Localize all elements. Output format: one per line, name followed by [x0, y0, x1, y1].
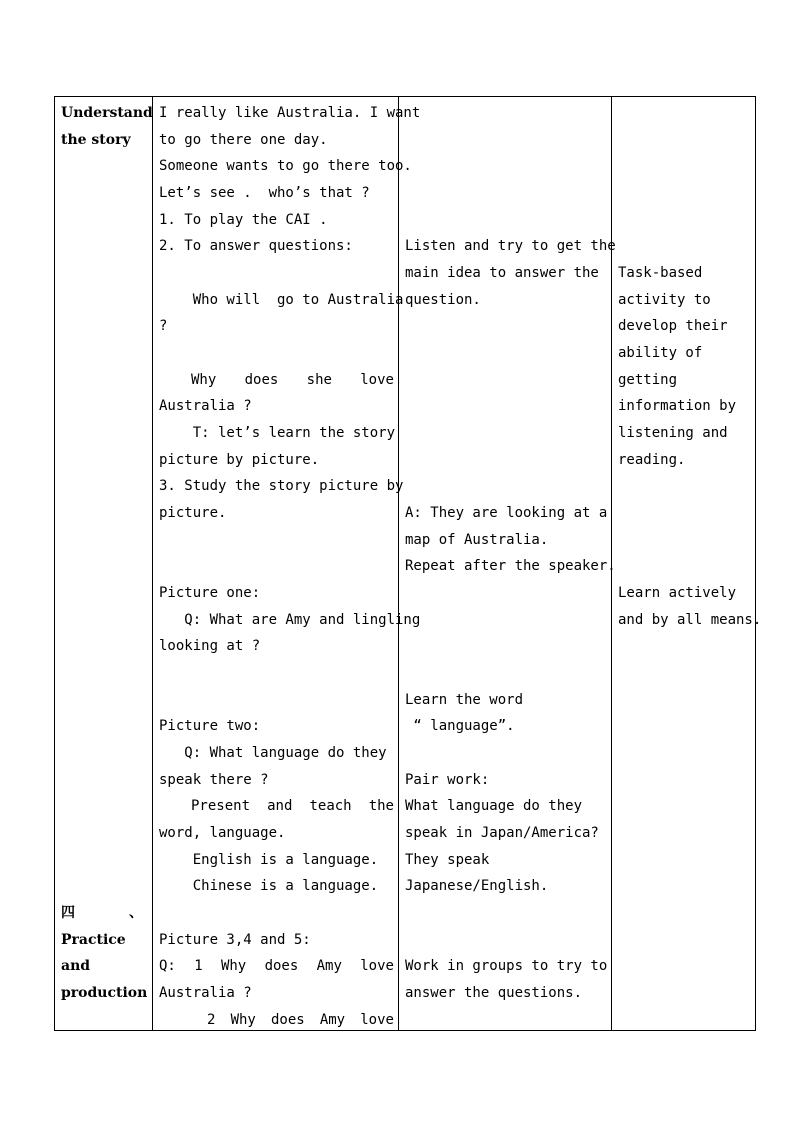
- student-line: Repeat after the speaker.: [405, 558, 616, 574]
- purpose-line: listening and: [618, 425, 728, 441]
- student-line: They speak: [405, 852, 490, 868]
- teacher-line: Someone wants to go there too.: [159, 158, 412, 174]
- purpose-line: activity to: [618, 292, 711, 308]
- teacher-line-justified: [159, 956, 394, 976]
- word: Amy: [316, 958, 342, 974]
- stage-label-practice-num: 四: [61, 905, 75, 921]
- teacher-line: Australia ?: [159, 398, 252, 414]
- teacher-activity-cell: [153, 97, 421, 1031]
- purpose-line: reading.: [618, 452, 686, 468]
- purpose-line: develop their: [618, 318, 728, 334]
- teacher-line: Q: What language do they: [159, 745, 387, 761]
- stage-cell: [55, 97, 153, 1031]
- word: Present: [191, 798, 251, 814]
- word: does: [264, 958, 299, 974]
- word: Q:: [159, 958, 176, 974]
- student-line: speak in Japan/America?: [405, 825, 599, 841]
- teacher-line: Q: What are Amy and lingling: [159, 612, 421, 628]
- teacher-line: Australia ?: [159, 985, 252, 1001]
- teacher-line: Who will go to Australia: [159, 292, 404, 308]
- stage-label-practice-2: and: [61, 958, 91, 974]
- word: does: [244, 372, 279, 388]
- student-line: main idea to answer the: [405, 265, 599, 281]
- teacher-line: ?: [159, 318, 168, 334]
- teacher-line: English is a language.: [159, 852, 379, 868]
- teacher-line: I really like Australia. I want: [159, 105, 421, 121]
- teacher-line: picture.: [159, 505, 227, 521]
- teacher-line: 3. Study the story picture by: [159, 478, 404, 494]
- purpose-line: and by all means.: [618, 612, 762, 628]
- teacher-line: T: let’s learn the story: [159, 425, 396, 441]
- word: she: [306, 372, 332, 388]
- teacher-line-justified: [207, 1010, 394, 1030]
- student-line: Japanese/English.: [405, 878, 549, 894]
- teacher-line: 2. To answer questions:: [159, 238, 353, 254]
- teacher-line: Picture 3,4 and 5:: [159, 932, 311, 948]
- teacher-line: Let’s see . who’s that ?: [159, 185, 370, 201]
- table-row: [55, 97, 756, 1031]
- student-activity-cell: [399, 97, 616, 1031]
- teacher-line: word, language.: [159, 825, 286, 841]
- student-line: What language do they: [405, 798, 583, 814]
- student-line: “ language”.: [405, 718, 515, 734]
- word: teach: [309, 798, 352, 814]
- teacher-line: picture by picture.: [159, 452, 320, 468]
- stage-label-understand-2: the story: [61, 132, 131, 148]
- purpose-line: getting: [618, 372, 678, 388]
- word: Why: [230, 1012, 256, 1028]
- word: Amy: [319, 1012, 346, 1028]
- student-line: map of Australia.: [405, 532, 549, 548]
- word: and: [267, 798, 293, 814]
- teacher-line: Picture one:: [159, 585, 261, 601]
- teacher-line: to go there one day.: [159, 132, 328, 148]
- word: love: [360, 372, 394, 388]
- student-line: question.: [405, 292, 481, 308]
- purpose-line: Task-based: [618, 265, 703, 281]
- stage-label-practice-3: production: [61, 985, 148, 1001]
- purpose-line: ability of: [618, 345, 703, 361]
- teacher-line-justified: [191, 370, 394, 390]
- word: love: [360, 958, 394, 974]
- student-line: Listen and try to get the: [405, 238, 616, 254]
- teacher-line: Chinese is a language.: [159, 878, 379, 894]
- student-line: Learn the word: [405, 692, 524, 708]
- lesson-plan-table: [54, 96, 762, 1031]
- stage-label-practice-1: Practice: [61, 932, 126, 948]
- word: Why: [191, 372, 217, 388]
- word: the: [368, 798, 394, 814]
- teacher-line-justified: [191, 796, 394, 816]
- word: 2: [207, 1012, 216, 1028]
- student-line: answer the questions.: [405, 985, 583, 1001]
- word: Why: [220, 958, 247, 974]
- purpose-line: Learn actively: [618, 585, 737, 601]
- stage-label-practice-sep: 、: [129, 905, 143, 921]
- teacher-line: looking at ?: [159, 638, 261, 654]
- teacher-line: 1. To play the CAI .: [159, 212, 328, 228]
- word: 1: [194, 958, 203, 974]
- teacher-line: speak there ?: [159, 772, 269, 788]
- word: does: [270, 1012, 305, 1028]
- teacher-line: Picture two:: [159, 718, 261, 734]
- purpose-cell: [612, 97, 762, 1031]
- student-line: Work in groups to try to: [405, 958, 608, 974]
- purpose-line: information by: [618, 398, 737, 414]
- student-line: A: They are looking at a: [405, 505, 608, 521]
- student-line: Pair work:: [405, 772, 490, 788]
- word: love: [360, 1012, 394, 1028]
- stage-label-understand-1: Understand: [61, 105, 153, 121]
